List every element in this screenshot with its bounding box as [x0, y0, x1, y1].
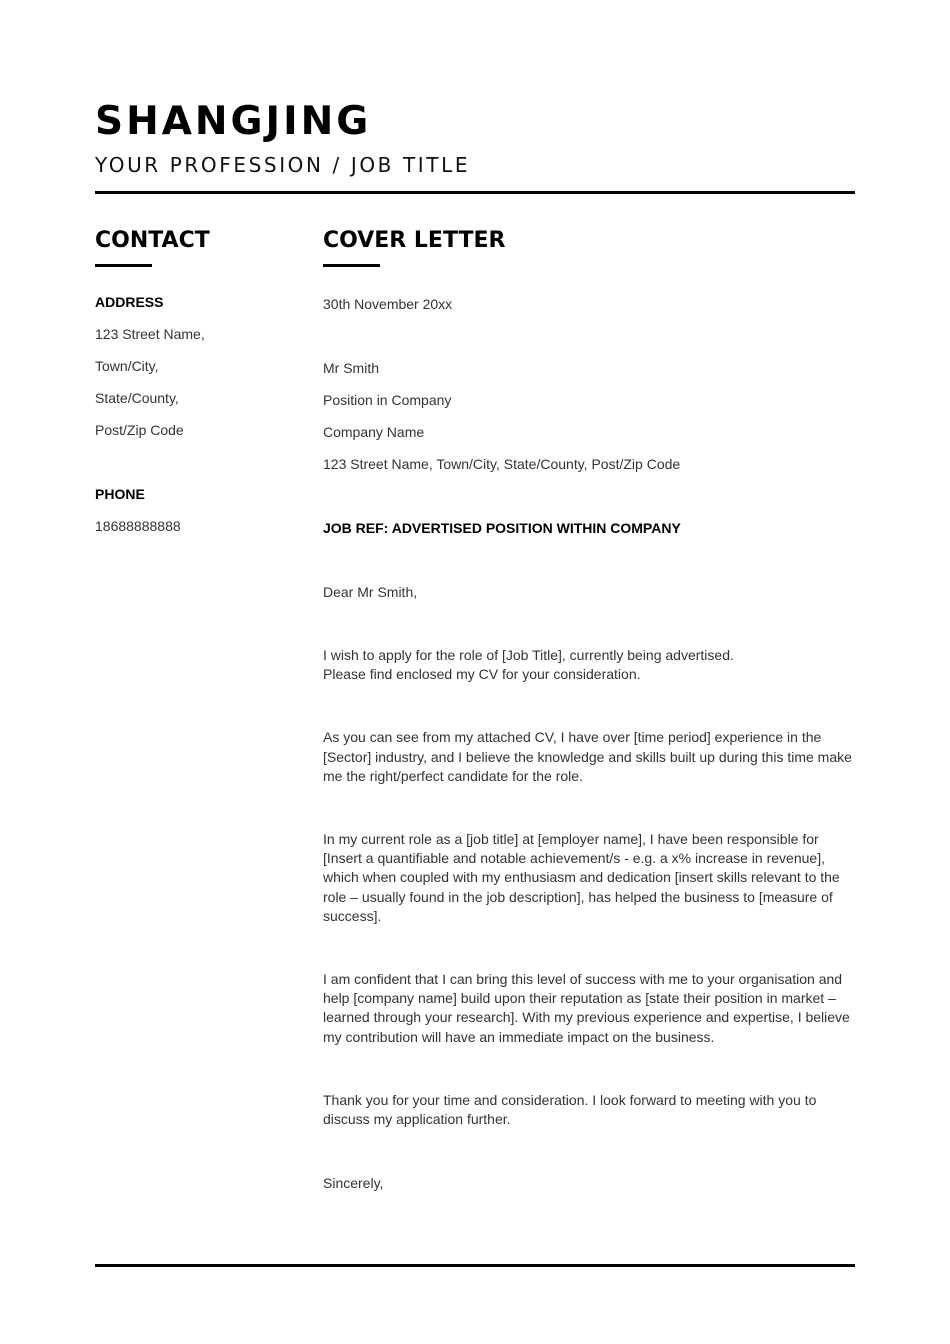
header-divider	[95, 191, 855, 194]
paragraph-line: [Insert a quantifiable and notable achievement/s - e.g. a x% increase in revenue],	[323, 850, 825, 867]
address-line: Town/City,	[95, 358, 159, 374]
footer-divider	[95, 1264, 855, 1267]
letter-paragraph-3	[323, 830, 855, 926]
contact-title-underline	[95, 264, 152, 267]
paragraph-line: help [company name] build upon their reputation as [state their position in market –	[323, 990, 836, 1007]
phone-label: PHONE	[95, 486, 145, 502]
cover-letter-body	[323, 294, 855, 1205]
paragraph-line: which when coupled with my enthusiasm and dedication [insert skills relevant to the	[323, 869, 840, 886]
recipient-name: Mr Smith	[323, 360, 379, 376]
applicant-name: SHANGJING	[95, 99, 372, 144]
paragraph-line: [Sector] industry, and I believe the knowledge and skills built up during this time make	[323, 748, 852, 765]
address-line: 123 Street Name,	[95, 326, 205, 342]
paragraph-line: In my current role as a [job title] at [employer name], I have been responsible for	[323, 831, 819, 848]
paragraph-line: I wish to apply for the role of [Job Title], currently being advertised.	[323, 647, 734, 663]
contact-column	[95, 292, 295, 548]
paragraph-line: my contribution will have an immediate impact on the business.	[323, 1028, 715, 1045]
letter-paragraph-1	[323, 646, 855, 684]
closing: Sincerely,	[323, 1175, 384, 1192]
contact-section-title: CONTACT	[95, 228, 210, 253]
cover-letter-section-title: COVER LETTER	[323, 228, 506, 253]
paragraph-line: Thank you for your time and consideration. I look forward to meeting with you to	[323, 1091, 817, 1108]
job-reference: JOB REF: ADVERTISED POSITION WITHIN COMPANY	[323, 520, 681, 536]
address-label: ADDRESS	[95, 294, 164, 310]
letter-date: 30th November 20xx	[323, 296, 453, 312]
address-line: State/County,	[95, 390, 179, 406]
letter-paragraph-2	[323, 728, 855, 786]
recipient-position: Position in Company	[323, 392, 452, 408]
paragraph-line: me the right/perfect candidate for the role.	[323, 767, 583, 784]
recipient-address: 123 Street Name, Town/City, State/County, Post/Zip Code	[323, 456, 681, 472]
profession-title: YOUR PROFESSION / JOB TITLE	[95, 153, 471, 177]
salutation: Dear Mr Smith,	[323, 584, 418, 600]
address-line: Post/Zip Code	[95, 422, 184, 438]
cover-letter-title-underline	[323, 264, 380, 267]
paragraph-line: Please find enclosed my CV for your consideration.	[323, 666, 641, 683]
paragraph-line: discuss my application further.	[323, 1111, 511, 1128]
paragraph-line: success].	[323, 907, 382, 924]
recipient-company: Company Name	[323, 424, 425, 440]
paragraph-line: learned through your research]. With my previous experience and expertise, I believe	[323, 1009, 850, 1026]
paragraph-line: role – usually found in the job description], has helped the business to [measure of	[323, 888, 833, 905]
paragraph-line: I am confident that I can bring this level of success with me to your organisation and	[323, 971, 843, 988]
letter-paragraph-5	[323, 1091, 855, 1129]
phone-number: 18688888888	[95, 518, 181, 534]
letter-paragraph-4	[323, 970, 855, 1047]
paragraph-line: As you can see from my attached CV, I have over [time period] experience in the	[323, 729, 822, 746]
